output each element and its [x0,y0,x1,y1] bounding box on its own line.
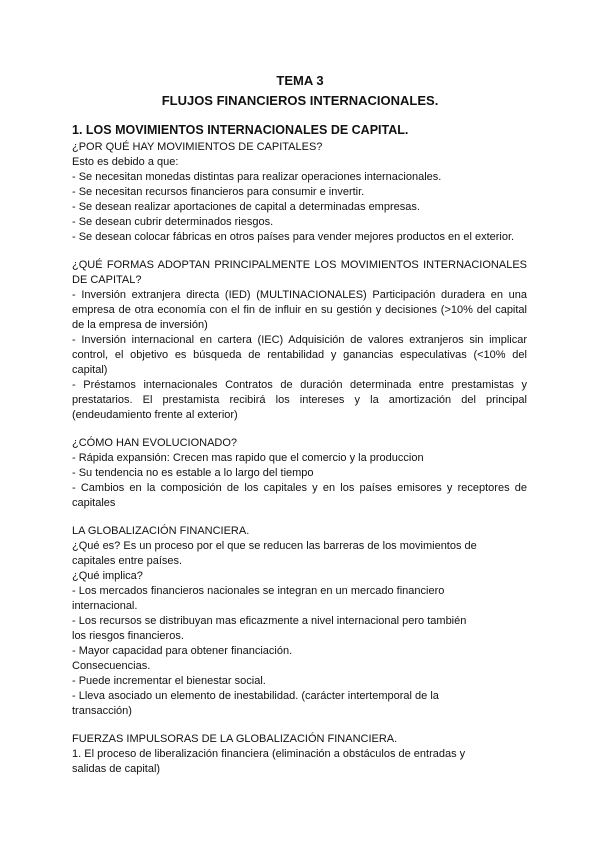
list-item: - Se desean realizar aportaciones de capital a determinadas empresas. [72,201,420,213]
section-heading: 1. LOS MOVIMIENTOS INTERNACIONALES DE CAPITAL. [72,123,409,137]
paragraph-line: transacción) [72,705,132,717]
list-item: - Se desean colocar fábricas en otros países para vender mejores productos en el exterior. [72,231,515,243]
paragraph-line: Consecuencias. [72,660,151,672]
paragraph-line: Esto es debido a que: [72,156,179,168]
question-heading: ¿CÓMO HAN EVOLUCIONADO? [72,437,238,449]
question-heading: DE CAPITAL? [72,274,142,286]
list-item: - Rápida expansión: Crecen mas rapido que el comercio y la produccion [72,452,424,464]
paragraph-line: capitales [72,497,116,509]
list-item: - Los recursos se distribuyan mas eficazmente a nivel internacional pero también [72,615,467,627]
section-heading: LA GLOBALIZACIÓN FINANCIERA. [72,525,250,537]
list-item: - Cambios en la composición de los capitales y en los países emisores y receptores de [72,482,527,494]
list-item: 1. El proceso de liberalización financiera (eliminación a obstáculos de entradas y [72,748,466,760]
doc-title: TEMA 3 [276,73,324,88]
paragraph-line: (endeudamiento frente al exterior) [72,409,238,421]
question-heading: ¿POR QUÉ HAY MOVIMIENTOS DE CAPITALES? [72,141,323,153]
paragraph-line: - Préstamos internacionales Contratos de duración determinada entre prestamistas y [72,379,527,391]
paragraph-line: control, el objetivo es búsqueda de rentabilidad y ganancias especulativas (<10% del [72,349,527,361]
paragraph-line: salidas de capital) [72,763,161,775]
paragraph-line: capitales entre países. [72,555,183,567]
doc-subtitle: FLUJOS FINANCIEROS INTERNACIONALES. [161,93,439,108]
paragraph-line: - Inversión extranjera directa (IED) (MULTINACIONALES) Participación duradera en una [72,289,527,301]
paragraph-line: internacional. [72,600,138,612]
list-item: - Se necesitan monedas distintas para realizar operaciones internacionales. [72,171,442,183]
list-item: - Puede incrementar el bienestar social. [72,675,266,687]
list-item: - Se necesitan recursos financieros para consumir e invertir. [72,186,365,198]
paragraph-line: empresa de otra economía con el fin de influir en su gestión y decisiones (>10% del capital [72,304,527,316]
list-item: - Su tendencia no es estable a lo largo del tiempo [72,467,314,479]
paragraph-line: ¿Qué implica? [72,570,143,582]
paragraph-line: - Inversión internacional en cartera (IEC) Adquisición de valores extranjeros sin implicar [72,334,527,346]
list-item: - Se desean cubrir determinados riesgos. [72,216,274,228]
paragraph-line: ¿Qué es? Es un proceso por el que se reducen las barreras de los movimientos de [72,540,477,552]
list-item: - Los mercados financieros nacionales se integran en un mercado financiero [72,585,445,597]
paragraph-line: capital) [72,364,108,376]
paragraph-line: los riesgos financieros. [72,630,184,642]
section-heading: FUERZAS IMPULSORAS DE LA GLOBALIZACIÓN FINANCIERA. [72,733,398,745]
paragraph-line: de la empresa de inversión) [72,319,208,331]
question-heading: ¿QUÉ FORMAS ADOPTAN PRINCIPALMENTE LOS MOVIMIENTOS INTERNACIONALES [72,259,527,271]
list-item: - Lleva asociado un elemento de inestabilidad. (carácter intertemporal de la [72,690,439,702]
list-item: - Mayor capacidad para obtener financiación. [72,645,293,657]
paragraph-line: prestatarios. El prestamista recibirá los intereses y la amortización del principal [72,394,527,406]
